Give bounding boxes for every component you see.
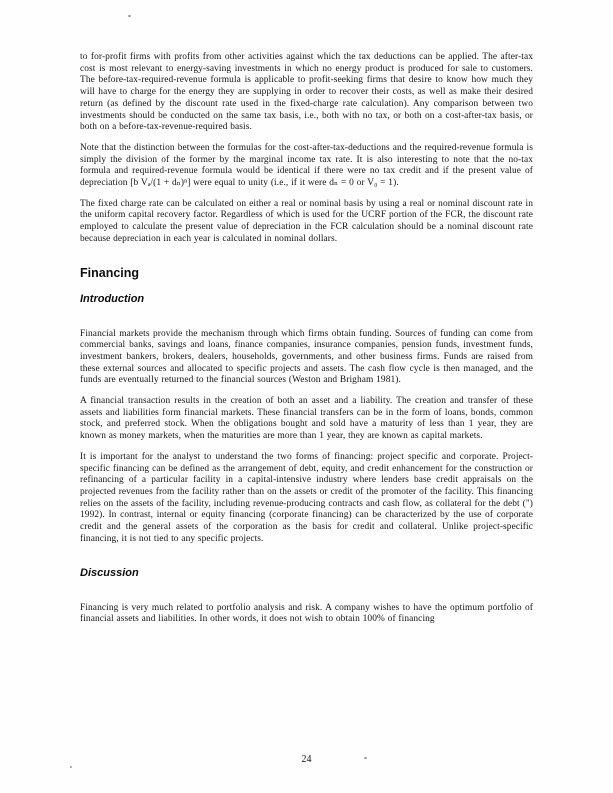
subsection-heading-discussion: Discussion [80, 566, 139, 579]
scan-speck [70, 766, 72, 768]
paragraph-two-forms-of-financing: It is important for the analyst to understand the two forms of financing: project specific and corporate. Project-specific financing can be defined as the arrangement of debt, equity, and credit enhancement for the construction or refinancing of a particular facility in a capital-intensive industry where lenders base credit appraisals on the projected revenues from the facility rather than on the assets or credit of the promoter of the facility. This financing relies on the assets of the facility, including revenue-producing contracts and cash flow, as collateral for the debt (") 1992). In contrast, internal or equity financing (corporate financing) can be characterized by the use of corporate credit and the general assets of the corporation as the basis for credit and collateral. Unlike project-specific financing, it is not tied to any specific projects. [80, 451, 533, 544]
paragraph-financial-transaction: A financial transaction results in the creation of both an asset and a liability. The creation and transfer of these assets and liabilities form financial markets. These financial transfers can be in the form of loans, bonds, common stock, and preferred stock. When the obligations bought and sold have a maturity of less than 1 year, they are known as money markets, when the maturities are more than 1 year, they are known as capital markets. [80, 396, 533, 442]
subsection-heading-introduction: Introduction [80, 292, 145, 305]
page-body [80, 52, 533, 635]
paragraph-formula-distinction: Note that the distinction between the formulas for the cost-after-tax-deductions and the required-revenue formula is simply the division of the former by the marginal income tax rate. It is also interesting to note that the no-tax formula and required-revenue formula would be identical if there were no tax credit and if the present value of depreciation [b Vₐ/(1 + dₙ)ⁿ] were equal to unity (i.e., if it were dₙ = 0 or V₀ = 1). [80, 142, 533, 189]
section-heading-financing: Financing [80, 265, 140, 280]
page-number: 24 [301, 754, 312, 765]
paragraph-fixed-charge-rate: The fixed charge rate can be calculated on either a real or nominal basis by using a real or nominal discount rate in the uniform capital recovery factor. Regardless of which is used for the UCRF portion of the FCR, the discount rate employed to calculate the present value of depreciation in the FCR calculation should be a nominal discount rate because depreciation in each year is calculated in nominal dollars. [80, 198, 533, 244]
paragraph-portfolio-risk: Financing is very much related to portfolio analysis and risk. A company wishes to have the optimum portfolio of financial assets and liabilities. In other words, it does not wish to obtain 100% of financing [80, 602, 533, 625]
scan-speck [128, 15, 131, 17]
paragraph-tax-deductions: to for-profit firms with profits from other activities against which the tax deductions can be applied. The after-tax cost is most relevant to energy-saving investments in which no energy product is produced for sale to customers. The before-tax-required-revenue formula is applicable to profit-seeking firms that desire to know how much they will have to charge for the energy they are supplying in order to recover their costs, as well as make their desired return (as defined by the discount rate used in the fixed-charge rate calculation). Any comparison between two investments should be conducted on the same tax basis, i.e., both with no tax, or both on a cost-after-tax basis, or both on a before-tax-revenue-required basis. [80, 52, 533, 133]
paragraph-financial-markets: Financial markets provide the mechanism through which firms obtain funding. Sources of funding can come from commercial banks, savings and loans, finance companies, insurance companies, pension funds, investment funds, investment bankers, brokers, dealers, households, governments, and other business firms. Funds are raised from these external sources and allocated to specific projects and assets. The cash flow cycle is then managed, and the funds are eventually returned to the financial sources (Weston and Brigham 1981). [80, 328, 533, 386]
